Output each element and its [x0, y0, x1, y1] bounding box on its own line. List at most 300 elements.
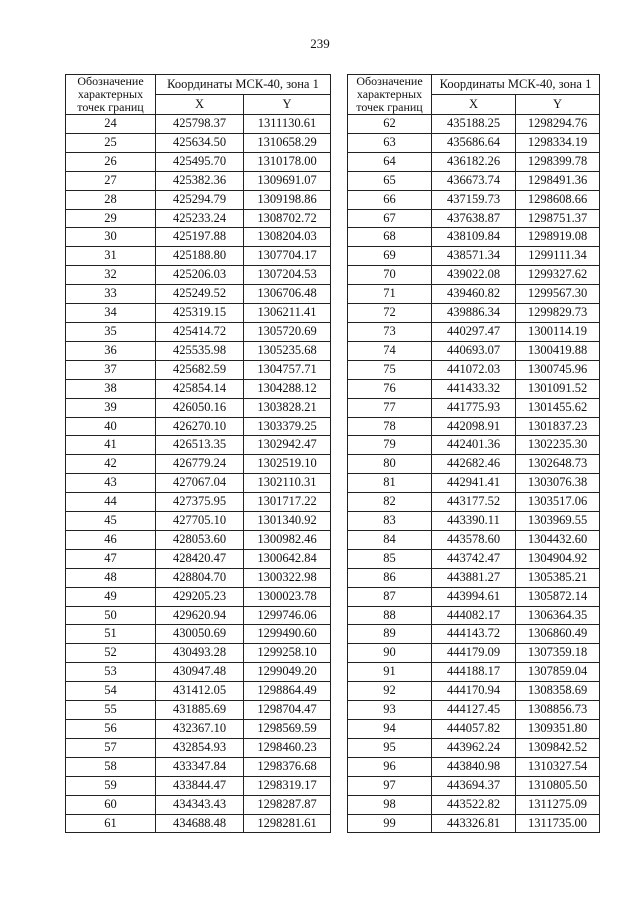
y-coordinate-cell: 1310805.50 — [516, 776, 600, 795]
point-number-cell: 54 — [66, 682, 156, 701]
table-row — [66, 549, 331, 568]
y-coordinate-cell: 1301340.92 — [244, 512, 331, 531]
table-row — [348, 568, 600, 587]
y-coordinate-cell: 1298376.68 — [244, 757, 331, 776]
table-row — [348, 493, 600, 512]
y-coordinate-cell: 1303517.06 — [516, 493, 600, 512]
y-coordinate-cell: 1308702.72 — [244, 209, 331, 228]
point-number-cell: 94 — [348, 720, 432, 739]
table-body-right — [348, 115, 600, 833]
x-coordinate-cell: 443390.11 — [432, 512, 516, 531]
point-number-cell: 56 — [66, 720, 156, 739]
y-coordinate-cell: 1299258.10 — [244, 644, 331, 663]
point-number-cell: 95 — [348, 738, 432, 757]
table-row — [66, 814, 331, 833]
x-coordinate-cell: 437159.73 — [432, 190, 516, 209]
x-coordinate-cell: 426050.16 — [156, 398, 244, 417]
y-coordinate-cell: 1298460.23 — [244, 738, 331, 757]
y-coordinate-cell: 1303379.25 — [244, 417, 331, 436]
x-coordinate-cell: 425634.50 — [156, 133, 244, 152]
x-coordinate-cell: 425535.98 — [156, 341, 244, 360]
x-coordinate-cell: 425854.14 — [156, 379, 244, 398]
point-number-cell: 72 — [348, 304, 432, 323]
point-number-cell: 59 — [66, 776, 156, 795]
x-coordinate-cell: 427705.10 — [156, 512, 244, 531]
table-row — [66, 285, 331, 304]
y-coordinate-cell: 1309351.80 — [516, 720, 600, 739]
table-row — [348, 474, 600, 493]
x-coordinate-cell: 432367.10 — [156, 720, 244, 739]
point-number-cell: 75 — [348, 360, 432, 379]
page-number: 239 — [310, 36, 330, 51]
x-coordinate-cell: 429620.94 — [156, 606, 244, 625]
y-coordinate-cell: 1306364.35 — [516, 606, 600, 625]
point-number-cell: 79 — [348, 436, 432, 455]
point-number-cell: 43 — [66, 474, 156, 493]
point-number-cell: 62 — [348, 115, 432, 134]
table-row — [348, 644, 600, 663]
table-row — [348, 228, 600, 247]
x-coordinate-cell: 432854.93 — [156, 738, 244, 757]
table-row — [66, 152, 331, 171]
y-coordinate-cell: 1308204.03 — [244, 228, 331, 247]
x-coordinate-cell: 425294.79 — [156, 190, 244, 209]
table-row — [66, 190, 331, 209]
table-row — [348, 398, 600, 417]
point-number-cell: 82 — [348, 493, 432, 512]
point-number-cell: 53 — [66, 663, 156, 682]
x-coordinate-cell: 443578.60 — [432, 530, 516, 549]
table-row — [348, 549, 600, 568]
point-number-cell: 73 — [348, 322, 432, 341]
table-row — [66, 379, 331, 398]
y-coordinate-cell: 1308856.73 — [516, 701, 600, 720]
x-coordinate-cell: 428420.47 — [156, 549, 244, 568]
x-coordinate-cell: 443742.47 — [432, 549, 516, 568]
point-number-cell: 63 — [348, 133, 432, 152]
x-coordinate-cell: 444057.82 — [432, 720, 516, 739]
table-row — [348, 322, 600, 341]
x-coordinate-cell: 425798.37 — [156, 115, 244, 134]
point-number-cell: 34 — [66, 304, 156, 323]
table-row — [348, 587, 600, 606]
point-number-cell: 28 — [66, 190, 156, 209]
point-number-cell: 67 — [348, 209, 432, 228]
y-coordinate-cell: 1298334.19 — [516, 133, 600, 152]
x-coordinate-cell: 444127.45 — [432, 701, 516, 720]
x-coordinate-cell: 425188.80 — [156, 247, 244, 266]
table-row — [348, 738, 600, 757]
table-row — [348, 701, 600, 720]
x-coordinate-cell: 441775.93 — [432, 398, 516, 417]
x-coordinate-cell: 442098.91 — [432, 417, 516, 436]
point-number-cell: 93 — [348, 701, 432, 720]
y-coordinate-cell: 1311130.61 — [244, 115, 331, 134]
point-number-cell: 97 — [348, 776, 432, 795]
point-number-cell: 78 — [348, 417, 432, 436]
x-coordinate-cell: 444082.17 — [432, 606, 516, 625]
x-coordinate-cell: 443881.27 — [432, 568, 516, 587]
y-coordinate-cell: 1302110.31 — [244, 474, 331, 493]
table-row — [348, 285, 600, 304]
point-number-cell: 46 — [66, 530, 156, 549]
y-coordinate-cell: 1305872.14 — [516, 587, 600, 606]
point-number-cell: 37 — [66, 360, 156, 379]
x-coordinate-cell: 425495.70 — [156, 152, 244, 171]
x-coordinate-cell: 435188.25 — [432, 115, 516, 134]
table-row — [348, 606, 600, 625]
table-row — [348, 530, 600, 549]
x-coordinate-cell: 425249.52 — [156, 285, 244, 304]
y-coordinate-cell: 1298751.37 — [516, 209, 600, 228]
point-number-cell: 92 — [348, 682, 432, 701]
point-number-cell: 90 — [348, 644, 432, 663]
coordinates-table-left — [65, 74, 331, 833]
point-number-cell: 89 — [348, 625, 432, 644]
point-number-cell: 55 — [66, 701, 156, 720]
y-coordinate-cell: 1301717.22 — [244, 493, 331, 512]
point-number-cell: 91 — [348, 663, 432, 682]
y-coordinate-cell: 1302235.30 — [516, 436, 600, 455]
table-row — [66, 360, 331, 379]
x-coordinate-cell: 443177.52 — [432, 493, 516, 512]
x-coordinate-cell: 438571.34 — [432, 247, 516, 266]
y-coordinate-cell: 1300322.98 — [244, 568, 331, 587]
x-coordinate-cell: 427067.04 — [156, 474, 244, 493]
point-number-cell: 87 — [348, 587, 432, 606]
y-coordinate-cell: 1303969.55 — [516, 512, 600, 531]
table-row — [66, 455, 331, 474]
table-row — [348, 360, 600, 379]
point-number-cell: 76 — [348, 379, 432, 398]
point-number-cell: 47 — [66, 549, 156, 568]
table-row — [348, 795, 600, 814]
table-row — [348, 757, 600, 776]
y-coordinate-cell: 1306211.41 — [244, 304, 331, 323]
x-coordinate-cell: 426779.24 — [156, 455, 244, 474]
table-row — [348, 152, 600, 171]
y-coordinate-cell: 1299490.60 — [244, 625, 331, 644]
x-coordinate-cell: 435686.64 — [432, 133, 516, 152]
point-number-cell: 25 — [66, 133, 156, 152]
y-coordinate-cell: 1307859.04 — [516, 663, 600, 682]
x-coordinate-cell: 444143.72 — [432, 625, 516, 644]
table-row — [66, 133, 331, 152]
y-coordinate-cell: 1301091.52 — [516, 379, 600, 398]
y-coordinate-cell: 1298569.59 — [244, 720, 331, 739]
table-row — [66, 530, 331, 549]
x-coordinate-cell: 425414.72 — [156, 322, 244, 341]
y-header: Y — [244, 95, 331, 115]
x-coordinate-cell: 433347.84 — [156, 757, 244, 776]
point-label-header: Обозначение характерных точек границ — [66, 75, 156, 115]
table-row — [348, 682, 600, 701]
x-coordinate-cell: 442941.41 — [432, 474, 516, 493]
x-coordinate-cell: 430050.69 — [156, 625, 244, 644]
table-row — [348, 379, 600, 398]
table-row — [66, 115, 331, 134]
point-number-cell: 66 — [348, 190, 432, 209]
point-number-cell: 50 — [66, 606, 156, 625]
point-number-cell: 41 — [66, 436, 156, 455]
table-row — [348, 171, 600, 190]
table-row — [348, 625, 600, 644]
table-row — [66, 663, 331, 682]
table-row — [348, 266, 600, 285]
x-coordinate-cell: 444179.09 — [432, 644, 516, 663]
table-row — [348, 512, 600, 531]
table-row — [66, 209, 331, 228]
table-row — [348, 417, 600, 436]
x-coordinate-cell: 428804.70 — [156, 568, 244, 587]
y-coordinate-cell: 1310327.54 — [516, 757, 600, 776]
point-number-cell: 65 — [348, 171, 432, 190]
x-coordinate-cell: 440297.47 — [432, 322, 516, 341]
x-coordinate-cell: 431885.69 — [156, 701, 244, 720]
point-number-cell: 81 — [348, 474, 432, 493]
y-coordinate-cell: 1305385.21 — [516, 568, 600, 587]
point-number-cell: 52 — [66, 644, 156, 663]
x-coordinate-cell: 441072.03 — [432, 360, 516, 379]
point-number-cell: 77 — [348, 398, 432, 417]
table-row — [348, 247, 600, 266]
y-coordinate-cell: 1306860.49 — [516, 625, 600, 644]
y-coordinate-cell: 1307359.18 — [516, 644, 600, 663]
table-row — [348, 115, 600, 134]
point-number-cell: 31 — [66, 247, 156, 266]
x-header: X — [432, 95, 516, 115]
x-coordinate-cell: 433844.47 — [156, 776, 244, 795]
point-number-cell: 64 — [348, 152, 432, 171]
table-row — [66, 701, 331, 720]
point-number-cell: 85 — [348, 549, 432, 568]
table-row — [66, 776, 331, 795]
y-header: Y — [516, 95, 600, 115]
y-coordinate-cell: 1309842.52 — [516, 738, 600, 757]
x-coordinate-cell: 439460.82 — [432, 285, 516, 304]
table-row — [348, 720, 600, 739]
x-coordinate-cell: 444188.17 — [432, 663, 516, 682]
table-row — [66, 568, 331, 587]
x-coordinate-cell: 439886.34 — [432, 304, 516, 323]
x-coordinate-cell: 444170.94 — [432, 682, 516, 701]
table-row — [66, 625, 331, 644]
table-row — [348, 455, 600, 474]
table-row — [66, 341, 331, 360]
y-coordinate-cell: 1311275.09 — [516, 795, 600, 814]
point-number-cell: 84 — [348, 530, 432, 549]
table-row — [66, 436, 331, 455]
y-coordinate-cell: 1302942.47 — [244, 436, 331, 455]
table-row — [66, 474, 331, 493]
x-coordinate-cell: 434688.48 — [156, 814, 244, 833]
point-number-cell: 40 — [66, 417, 156, 436]
x-coordinate-cell: 442401.36 — [432, 436, 516, 455]
y-coordinate-cell: 1305235.68 — [244, 341, 331, 360]
point-number-cell: 45 — [66, 512, 156, 531]
x-coordinate-cell: 436673.74 — [432, 171, 516, 190]
y-coordinate-cell: 1306706.48 — [244, 285, 331, 304]
y-coordinate-cell: 1304288.12 — [244, 379, 331, 398]
point-number-cell: 70 — [348, 266, 432, 285]
x-coordinate-cell: 440693.07 — [432, 341, 516, 360]
y-coordinate-cell: 1311735.00 — [516, 814, 600, 833]
x-header: X — [156, 95, 244, 115]
y-coordinate-cell: 1304757.71 — [244, 360, 331, 379]
x-coordinate-cell: 426270.10 — [156, 417, 244, 436]
y-coordinate-cell: 1300114.19 — [516, 322, 600, 341]
y-coordinate-cell: 1300023.78 — [244, 587, 331, 606]
x-coordinate-cell: 439022.08 — [432, 266, 516, 285]
x-coordinate-cell: 438109.84 — [432, 228, 516, 247]
table-row — [348, 209, 600, 228]
x-coordinate-cell: 425206.03 — [156, 266, 244, 285]
table-row — [348, 133, 600, 152]
point-number-cell: 71 — [348, 285, 432, 304]
x-coordinate-cell: 434343.43 — [156, 795, 244, 814]
y-coordinate-cell: 1301837.23 — [516, 417, 600, 436]
x-coordinate-cell: 443840.98 — [432, 757, 516, 776]
y-coordinate-cell: 1298281.61 — [244, 814, 331, 833]
y-coordinate-cell: 1301455.62 — [516, 398, 600, 417]
point-number-cell: 96 — [348, 757, 432, 776]
point-label-header: Обозначение характерных точек границ — [348, 75, 432, 115]
table-row — [348, 190, 600, 209]
x-coordinate-cell: 429205.23 — [156, 587, 244, 606]
point-number-cell: 42 — [66, 455, 156, 474]
point-number-cell: 88 — [348, 606, 432, 625]
point-number-cell: 44 — [66, 493, 156, 512]
y-coordinate-cell: 1300419.88 — [516, 341, 600, 360]
x-coordinate-cell: 441433.32 — [432, 379, 516, 398]
x-coordinate-cell: 425382.36 — [156, 171, 244, 190]
y-coordinate-cell: 1298864.49 — [244, 682, 331, 701]
point-number-cell: 98 — [348, 795, 432, 814]
y-coordinate-cell: 1302519.10 — [244, 455, 331, 474]
y-coordinate-cell: 1308358.69 — [516, 682, 600, 701]
table-row — [348, 304, 600, 323]
x-coordinate-cell: 430947.48 — [156, 663, 244, 682]
table-row — [66, 795, 331, 814]
y-coordinate-cell: 1309691.07 — [244, 171, 331, 190]
point-number-cell: 83 — [348, 512, 432, 531]
y-coordinate-cell: 1299111.34 — [516, 247, 600, 266]
x-coordinate-cell: 436182.26 — [432, 152, 516, 171]
coordinates-header: Координаты МСК-40, зона 1 — [432, 75, 600, 95]
y-coordinate-cell: 1299327.62 — [516, 266, 600, 285]
table-row — [66, 304, 331, 323]
y-coordinate-cell: 1299746.06 — [244, 606, 331, 625]
point-number-cell: 69 — [348, 247, 432, 266]
y-coordinate-cell: 1298919.08 — [516, 228, 600, 247]
y-coordinate-cell: 1303828.21 — [244, 398, 331, 417]
y-coordinate-cell: 1302648.73 — [516, 455, 600, 474]
point-number-cell: 26 — [66, 152, 156, 171]
point-number-cell: 60 — [66, 795, 156, 814]
y-coordinate-cell: 1298399.78 — [516, 152, 600, 171]
table-row — [348, 663, 600, 682]
table-row — [66, 512, 331, 531]
point-number-cell: 48 — [66, 568, 156, 587]
y-coordinate-cell: 1300745.96 — [516, 360, 600, 379]
table-row — [66, 720, 331, 739]
table-row — [66, 644, 331, 663]
x-coordinate-cell: 428053.60 — [156, 530, 244, 549]
coordinates-table-right — [347, 74, 600, 833]
table-row — [348, 436, 600, 455]
point-number-cell: 58 — [66, 757, 156, 776]
point-number-cell: 86 — [348, 568, 432, 587]
y-coordinate-cell: 1299567.30 — [516, 285, 600, 304]
y-coordinate-cell: 1303076.38 — [516, 474, 600, 493]
table-row — [66, 398, 331, 417]
point-number-cell: 35 — [66, 322, 156, 341]
table-row — [66, 757, 331, 776]
y-coordinate-cell: 1300982.46 — [244, 530, 331, 549]
y-coordinate-cell: 1299829.73 — [516, 304, 600, 323]
point-number-cell: 38 — [66, 379, 156, 398]
x-coordinate-cell: 443994.61 — [432, 587, 516, 606]
point-number-cell: 49 — [66, 587, 156, 606]
x-coordinate-cell: 437638.87 — [432, 209, 516, 228]
table-body-left — [66, 115, 331, 833]
x-coordinate-cell: 426513.35 — [156, 436, 244, 455]
point-number-cell: 57 — [66, 738, 156, 757]
point-number-cell: 80 — [348, 455, 432, 474]
table-row — [66, 493, 331, 512]
x-coordinate-cell: 443326.81 — [432, 814, 516, 833]
point-number-cell: 61 — [66, 814, 156, 833]
x-coordinate-cell: 442682.46 — [432, 455, 516, 474]
x-coordinate-cell: 425233.24 — [156, 209, 244, 228]
table-row — [66, 738, 331, 757]
x-coordinate-cell: 430493.28 — [156, 644, 244, 663]
table-row — [66, 322, 331, 341]
y-coordinate-cell: 1298287.87 — [244, 795, 331, 814]
x-coordinate-cell: 443522.82 — [432, 795, 516, 814]
y-coordinate-cell: 1298319.17 — [244, 776, 331, 795]
y-coordinate-cell: 1307704.17 — [244, 247, 331, 266]
point-number-cell: 39 — [66, 398, 156, 417]
table-row — [348, 776, 600, 795]
y-coordinate-cell: 1298491.36 — [516, 171, 600, 190]
y-coordinate-cell: 1307204.53 — [244, 266, 331, 285]
y-coordinate-cell: 1298608.66 — [516, 190, 600, 209]
y-coordinate-cell: 1300642.84 — [244, 549, 331, 568]
x-coordinate-cell: 425197.88 — [156, 228, 244, 247]
point-number-cell: 30 — [66, 228, 156, 247]
y-coordinate-cell: 1309198.86 — [244, 190, 331, 209]
table-row — [348, 814, 600, 833]
x-coordinate-cell: 425682.59 — [156, 360, 244, 379]
x-coordinate-cell: 431412.05 — [156, 682, 244, 701]
table-row — [66, 587, 331, 606]
point-number-cell: 68 — [348, 228, 432, 247]
y-coordinate-cell: 1310178.00 — [244, 152, 331, 171]
y-coordinate-cell: 1305720.69 — [244, 322, 331, 341]
point-number-cell: 74 — [348, 341, 432, 360]
y-coordinate-cell: 1298704.47 — [244, 701, 331, 720]
x-coordinate-cell: 425319.15 — [156, 304, 244, 323]
point-number-cell: 24 — [66, 115, 156, 134]
point-number-cell: 29 — [66, 209, 156, 228]
point-number-cell: 51 — [66, 625, 156, 644]
table-row — [66, 417, 331, 436]
table-row — [66, 606, 331, 625]
y-coordinate-cell: 1304432.60 — [516, 530, 600, 549]
table-row — [66, 171, 331, 190]
point-number-cell: 32 — [66, 266, 156, 285]
